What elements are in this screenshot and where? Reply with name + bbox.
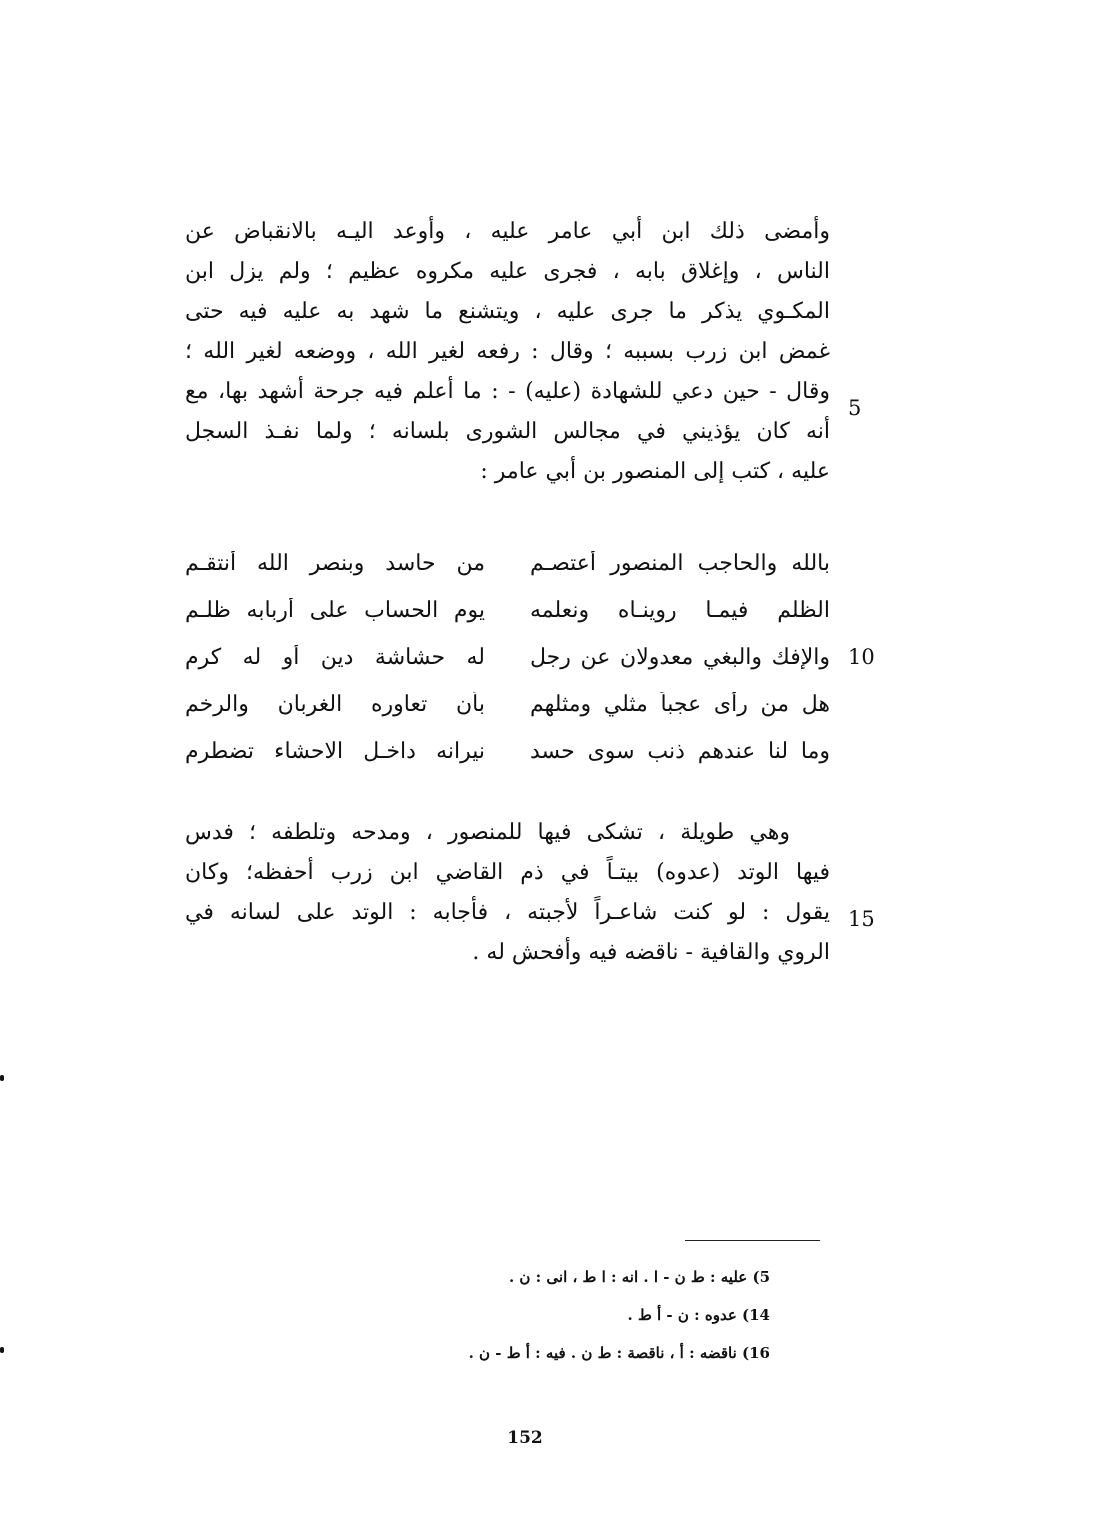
verse-second-hemistich: من حاسد وبنصر الله أنتقـم (185, 551, 485, 576)
page-number: 152 (507, 1428, 543, 1448)
body-paragraph (185, 212, 830, 492)
line-number: 15 (848, 907, 875, 931)
text-line: وقال - حين دعي للشهادة (عليه) - : ما أعلم فيه جرحة أشهد بها، مع (185, 379, 830, 404)
text-line: فيها الوتد (عدوه) بيتـاً في ذم القاضي ابن زرب أحفظه؛ وكان (185, 860, 830, 885)
text-line: وهي طويلة ، تشكى فيها للمنصور ، ومدحه وتلطفه ؛ فدس (185, 820, 790, 845)
text-line: يقول : لو كنت شاعـراً لأجبته ، فأجابه : الوتد على لسانه في (185, 900, 830, 925)
verse-second-hemistich: بأن تعاوره الغربان والرخم (185, 692, 485, 717)
text-line: الروي والقافية - ناقضه فيه وأفحش له . (472, 940, 830, 965)
verse-first-hemistich: الظلم فيمـا روينـاه ونعلمه (530, 598, 830, 623)
verse-second-hemistich: نيرانه داخـل الاحشاء تضطرم (185, 739, 485, 764)
text-line: الناس ، وإغلاق بابه ، فجرى عليه مكروه عظيم ؛ ولم يزل ابن (185, 259, 830, 284)
line-number: 5 (848, 396, 862, 420)
footnotes (380, 1258, 770, 1372)
verse-second-hemistich: يوم الحساب على أربابه ظلـم (185, 598, 485, 623)
text-line: أنه كان يؤذيني في مجالس الشورى بلسانه ؛ ولما نفـذ السجل (185, 419, 830, 444)
footnote-separator (685, 1240, 820, 1241)
poem-verse (185, 634, 830, 681)
verse-second-hemistich: له حشاشة دين أو له كرم (185, 645, 485, 670)
poem-verse (185, 540, 830, 587)
closing-paragraph (185, 813, 830, 973)
scan-speck (0, 1075, 4, 1081)
verse-first-hemistich: بالله والحاجب المنصور أعتصـم (530, 551, 830, 576)
verse-first-hemistich: هل من رأى عجباً مثلي ومثلهم (530, 692, 830, 717)
text-line: وأمضى ذلك ابن أبي عامر عليه ، وأوعد اليـه بالانقباض عن (185, 219, 830, 244)
footnote: 14) عدوه : ن - أ ط . (627, 1306, 770, 1324)
poem (185, 540, 830, 775)
footnote: 5) عليه : ط ن - ا . انه : ا ط ، انى : ن . (508, 1268, 770, 1286)
poem-verse (185, 728, 830, 775)
verse-first-hemistich: والإفك والبغي معدولان عن رجل (530, 645, 830, 670)
scan-speck (0, 1347, 4, 1353)
poem-verse (185, 681, 830, 728)
text-line: غمض ابن زرب بسببه ؛ وقال : رفعه لغير الله ، ووضعه لغير الله ؛ (185, 339, 830, 364)
footnote: 16) ناقضه : أ ، ناقصة : ط ن . فيه : أ ط - ن . (468, 1344, 770, 1362)
text-line: عليه ، كتب إلى المنصور بن أبي عامر : (480, 459, 830, 484)
verse-first-hemistich: وما لنا عندهم ذنب سوى حسد (530, 739, 830, 764)
text-line: المكـوي يذكر ما جرى عليه ، ويتشنع ما شهد به عليه فيه حتى (185, 299, 830, 324)
line-number: 10 (848, 645, 875, 669)
poem-verse (185, 587, 830, 634)
